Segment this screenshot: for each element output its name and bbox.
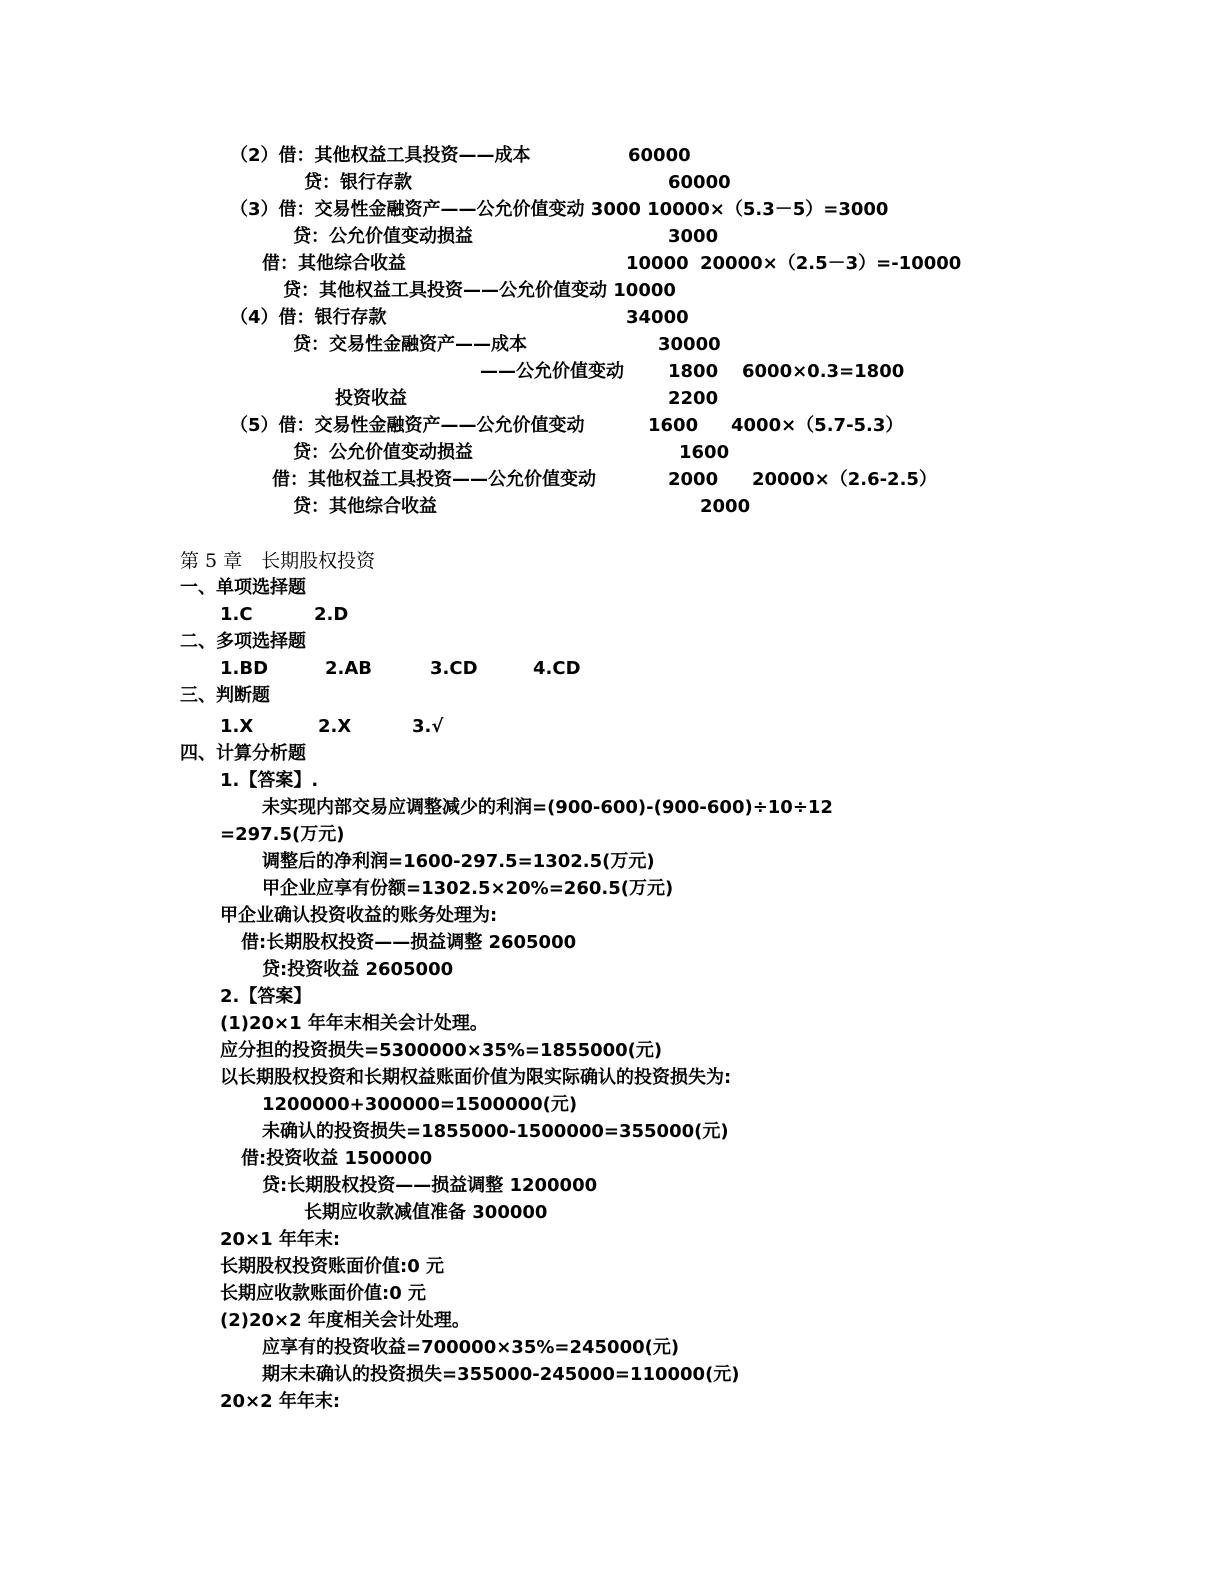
text-line: 20×1 年年末: [220, 1229, 341, 1250]
journal-line [0, 253, 1224, 275]
section-heading: 一、单项选择题 [180, 577, 306, 598]
answer-row [0, 716, 1224, 738]
answer: 2.AB [325, 658, 373, 679]
journal-line [0, 361, 1224, 383]
entry-text: 借：其他综合收益 [262, 253, 406, 274]
journal-line [0, 415, 1224, 437]
entry-text: 贷：公允价值变动损益 [293, 442, 473, 463]
text-line: 贷:投资收益 2605000 [262, 959, 454, 980]
answer-row [0, 604, 1224, 626]
answer: 3.√ [412, 716, 444, 737]
entry-text: （4）借：银行存款 [230, 307, 387, 328]
text-line: 未实现内部交易应调整减少的利润=(900-600)-(900-600)÷10÷12 [262, 797, 833, 818]
entry-amount: 60000 [668, 172, 731, 193]
answer: 1.C [220, 604, 253, 625]
journal-line [0, 172, 1224, 194]
text-line: =297.5(万元) [220, 824, 345, 845]
text-line: 20×2 年年末: [220, 1391, 341, 1412]
entry-amount: 30000 [658, 334, 721, 355]
entry-amount: 60000 [628, 145, 691, 166]
entry-amount: 10000 [626, 253, 689, 274]
text-line: 借:投资收益 1500000 [241, 1148, 433, 1169]
answer: 1.X [220, 716, 254, 737]
text-line: 以长期股权投资和长期权益账面价值为限实际确认的投资损失为: [220, 1067, 732, 1088]
text-line: 期末未确认的投资损失=355000-245000=110000(元) [262, 1364, 740, 1385]
journal-line [0, 280, 1224, 302]
entry-text: 贷：银行存款 [304, 172, 412, 193]
entry-text: 借：其他权益工具投资——公允价值变动 [272, 469, 596, 490]
text-line: (2)20×2 年度相关会计处理。 [220, 1310, 470, 1331]
section-heading: 四、计算分析题 [180, 743, 306, 764]
text-line: 应享有的投资收益=700000×35%=245000(元) [262, 1337, 680, 1358]
journal-line [0, 145, 1224, 167]
entry-text: （2）借：其他权益工具投资——成本 [230, 145, 531, 166]
chapter-title: 第 5 章 长期股权投资 [180, 550, 376, 572]
journal-line [0, 334, 1224, 356]
journal-line [0, 442, 1224, 464]
text-line: 长期应收款减值准备 300000 [304, 1202, 548, 1223]
entry-formula: 20000×（2.6-2.5） [752, 469, 937, 490]
text-line: 调整后的净利润=1600-297.5=1302.5(万元) [262, 851, 655, 872]
entry-formula: 4000×（5.7-5.3） [731, 415, 904, 436]
text-line: 贷:长期股权投资——损益调整 1200000 [262, 1175, 598, 1196]
entry-formula: 6000×0.3=1800 [742, 361, 905, 382]
journal-line [0, 226, 1224, 248]
entry-text: （5）借：交易性金融资产——公允价值变动 [230, 415, 585, 436]
text-line: 2.【答案】 [220, 986, 312, 1007]
text-line: 长期应收款账面价值:0 元 [220, 1283, 426, 1304]
entry-text: ——公允价值变动 [480, 361, 624, 382]
entry-text: 贷：其他权益工具投资——公允价值变动 10000 [283, 280, 676, 301]
journal-line [0, 307, 1224, 329]
text-line: 甲企业应享有份额=1302.5×20%=260.5(万元) [262, 878, 674, 899]
text-line: (1)20×1 年年末相关会计处理。 [220, 1013, 488, 1034]
answer: 2.D [314, 604, 349, 625]
entry-text: 贷：其他综合收益 [293, 496, 437, 517]
section-heading: 二、多项选择题 [180, 631, 306, 652]
journal-line [0, 199, 1224, 221]
entry-formula: 20000×（2.5－3）=-10000 [700, 253, 962, 274]
entry-amount: 34000 [626, 307, 689, 328]
text-line: 1200000+300000=1500000(元) [262, 1094, 578, 1115]
text-line: 甲企业确认投资收益的账务处理为: [220, 905, 498, 926]
entry-text: 投资收益 [335, 388, 407, 409]
text-line: 长期股权投资账面价值:0 元 [220, 1256, 444, 1277]
entry-amount: 1600 [648, 415, 699, 436]
journal-line [0, 496, 1224, 518]
text-line: 应分担的投资损失=5300000×35%=1855000(元) [220, 1040, 663, 1061]
answer-row [0, 658, 1224, 680]
text-line: 未确认的投资损失=1855000-1500000=355000(元) [262, 1121, 729, 1142]
answer: 1.BD [220, 658, 269, 679]
entry-text: 贷：公允价值变动损益 [293, 226, 473, 247]
entry-amount: 3000 [668, 226, 719, 247]
entry-amount: 1600 [679, 442, 730, 463]
entry-amount: 1800 [668, 361, 719, 382]
entry-amount: 2200 [668, 388, 719, 409]
answer: 3.CD [430, 658, 478, 679]
entry-amount: 2000 [668, 469, 719, 490]
journal-line [0, 469, 1224, 491]
entry-amount: 2000 [700, 496, 751, 517]
text-line: 借:长期股权投资——损益调整 2605000 [241, 932, 577, 953]
entry-text: （3）借：交易性金融资产——公允价值变动 3000 10000×（5.3－5）=3000 [230, 199, 889, 220]
section-heading: 三、判断题 [180, 685, 270, 706]
answer: 2.X [318, 716, 352, 737]
text-line: 1.【答案】. [220, 770, 319, 791]
journal-line [0, 388, 1224, 410]
answer: 4.CD [533, 658, 581, 679]
entry-text: 贷：交易性金融资产——成本 [293, 334, 527, 355]
